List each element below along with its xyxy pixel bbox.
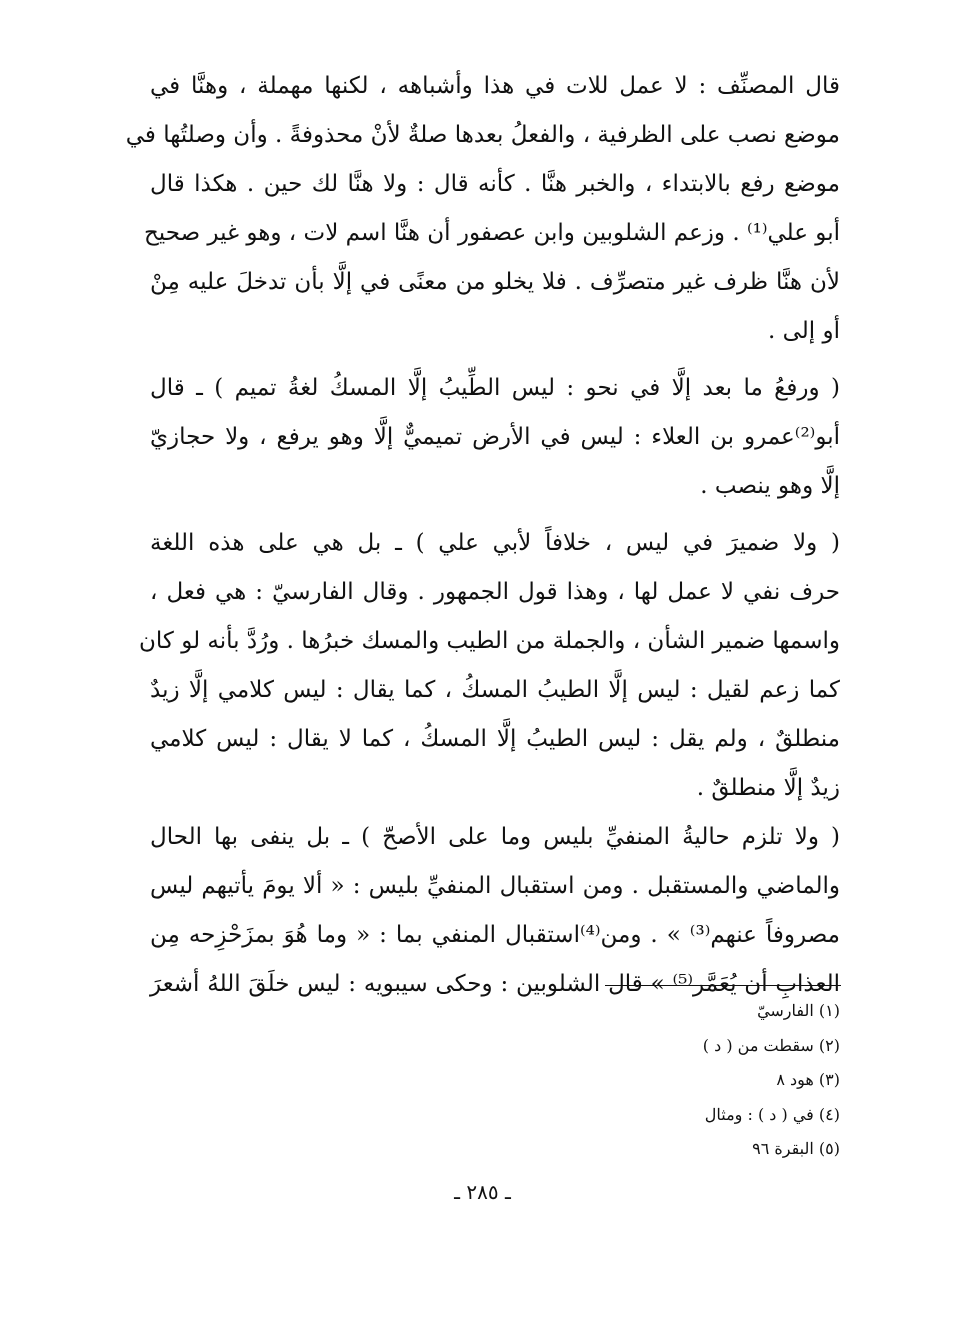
text-line: ( ورفعُ ما بعد إلَّا في نحو : ليس الطِّيبُ إلَّا المسكُ لغةُ تميم ) ـ قال xyxy=(150,375,840,401)
footnotes xyxy=(440,994,840,1167)
text-line: أبو⁽²⁾عمرو بن العلاء : ليس في الأرض تميميٌّ إلَّا وهو يرفع ، ولا حجازيّ xyxy=(150,424,840,450)
paragraph-4 xyxy=(150,813,840,1009)
text-line: موضع نصب على الظرفية ، والفعلُ بعدها صلةٌ لأنْ محذوفةً . وأن وصلتُها في xyxy=(125,122,840,148)
text-line: والماضي والمستقبل . ومن استقبال المنفيِّ بليس : « ألا يومَ يأتيهم ليس xyxy=(150,873,840,899)
text-line: واسمها ضمير الشأن ، والجملة من الطيب والمسك خبرُها . ورُدَّ بأنه لو كان xyxy=(139,628,840,654)
footnote-divider xyxy=(605,985,841,986)
text-line: إلَّا وهو ينصب . xyxy=(700,473,840,499)
footnote-item: (٣) هود ٨ xyxy=(776,1070,840,1089)
paragraph-1 xyxy=(125,62,840,356)
paragraph-2 xyxy=(150,364,840,511)
text-line: أبو علي⁽¹⁾ . وزعم الشلوبين وابن عصفور أن هنَّا اسم لات ، وهو غير صحيح xyxy=(143,220,840,246)
text-line: مصروفاً عنهم⁽³⁾ » . ومن⁽⁴⁾استقبال المنفي بما : « وما هُوَ بمزَحْزِحه مِن xyxy=(150,922,840,948)
text-line: ( ولا ضميرَ في ليس ، خلافاً لأبي علي ) ـ بل هي على هذه اللغة xyxy=(150,530,840,556)
text-line: أو إلى . xyxy=(768,318,840,344)
text-line: منطلقٌ ، ولم يقل : ليس الطيبُ إلَّا المسكُ ، كما لا يقال : ليس كلامي xyxy=(150,726,840,752)
page-number: ـ ٢٨٥ ـ xyxy=(454,1180,511,1204)
text-line: لأن هنَّا ظرف غير متصرِّف . فلا يخلو من معنًى في إلَّا بأن تدخلَ عليه مِنْ xyxy=(150,269,840,295)
text-line: قال المصنِّف : لا عمل للات في هذا وأشباهه ، لكنها مهملة ، وهنَّا في xyxy=(150,73,840,99)
text-line: ( ولا تلزم حاليةُ المنفيِّ بليس وما على الأصحّ ) ـ بل ينفى بها الحال xyxy=(150,824,840,850)
paragraph-3 xyxy=(139,519,840,813)
main-text xyxy=(125,62,840,1009)
footnote-item: (٤) في ( د ) : ومثال xyxy=(704,1104,840,1124)
text-line: العذابِ أن يُعَمَّر⁽⁵⁾ » قال الشلوبين : وحكى سيبويه : ليس خلَقَ اللهُ أشعرَ xyxy=(150,971,840,997)
footnote-item: (١) الفارسيّ xyxy=(757,1001,840,1020)
footnote-item: (٢) سقطت من ( د ) xyxy=(702,1035,840,1055)
text-line: كما زعم لقيل : ليس إلَّا الطيبُ المسكُ ، كما يقال : ليس كلامي إلَّا زيدٌ xyxy=(150,677,840,703)
text-line: زيدٌ إلَّا منطلقٌ . xyxy=(696,775,840,801)
text-line: حرف نفي لا عمل لها ، وهذا قول الجمهور . وقال الفارسيّ : هي فعل ، xyxy=(150,579,840,605)
paragraph-gap xyxy=(150,511,840,519)
footnote-item: (٥) البقرة ٩٦ xyxy=(752,1139,840,1158)
text-line: موضع رفع بالابتداء ، والخبر هنَّا . كأنه قال : ولا هنَّا لك حين . هكذا قال xyxy=(150,171,840,197)
paragraph-gap xyxy=(150,356,840,364)
